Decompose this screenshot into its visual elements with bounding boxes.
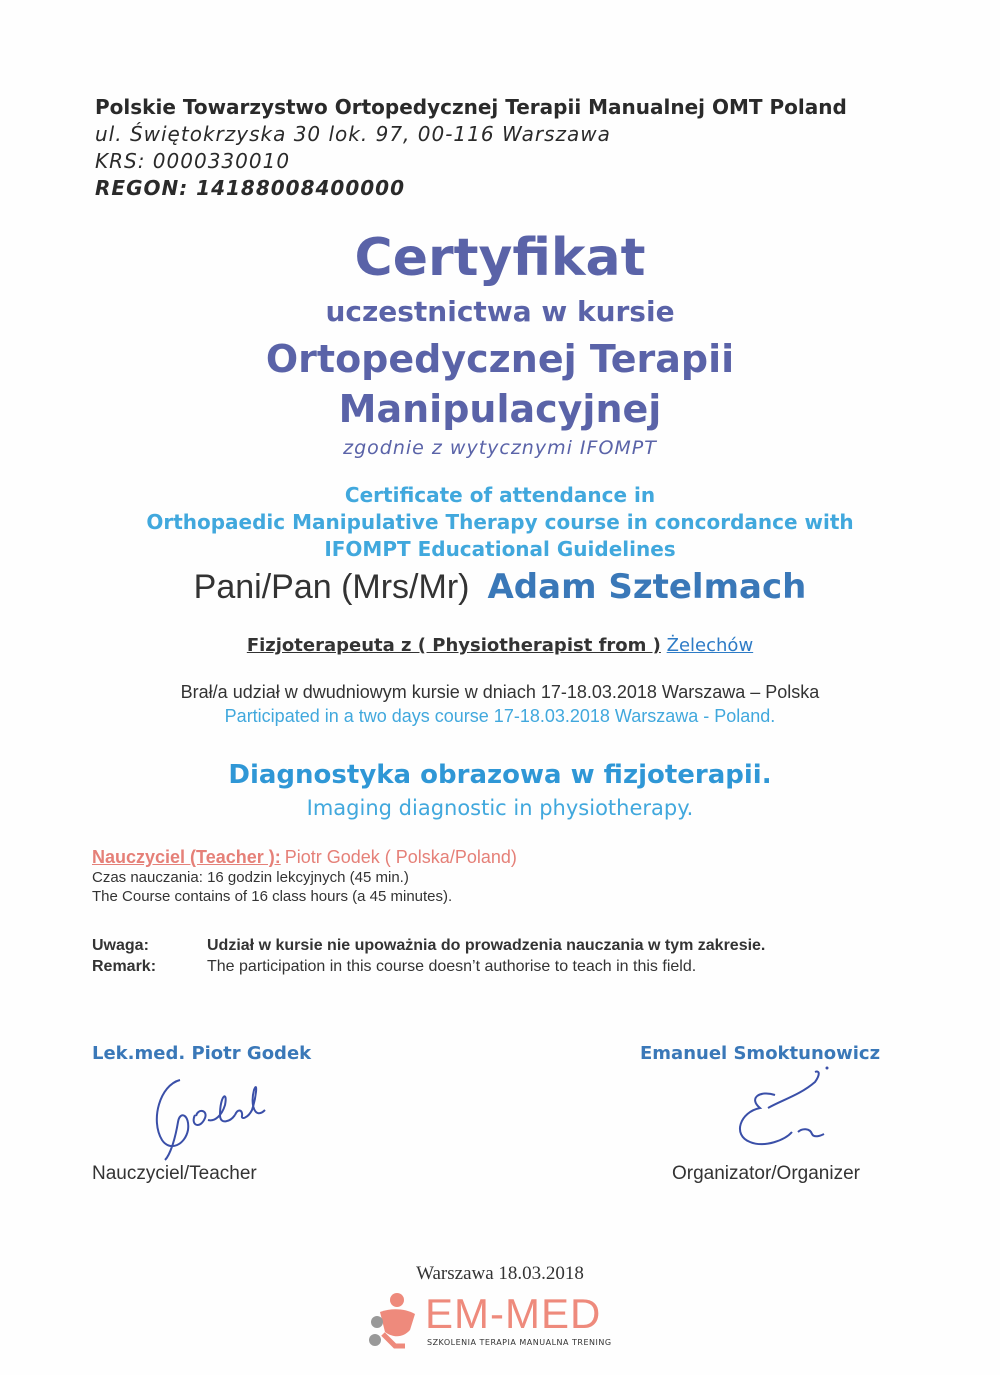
- remark-label-pl: Uwaga:: [92, 937, 149, 954]
- issue-date: Warszawa 18.03.2018: [416, 1263, 584, 1284]
- course-name-pl: Diagnostyka obrazowa w fizjoterapii.: [228, 760, 772, 790]
- organization-name: Polskie Towarzystwo Ortopedycznej Terapii Manualnej OMT Poland: [95, 95, 847, 119]
- logo-brand: EM-MED: [425, 1290, 602, 1337]
- regon-number: REGON: 14188008400000: [95, 176, 406, 200]
- recipient-name: Adam Sztelmach: [487, 567, 807, 607]
- em-med-logo: [365, 1288, 625, 1358]
- right-signature-icon: [720, 1060, 840, 1160]
- english-title: [0, 482, 1000, 563]
- hours-pl: Czas nauczania: 16 godzin lekcyjnych (45 min.): [92, 869, 409, 886]
- recipient-city: Żelechów: [666, 635, 754, 656]
- right-signer-role: Organizator/Organizer: [672, 1163, 860, 1184]
- krs-number: KRS: 0000330010: [95, 149, 291, 173]
- teacher-label: Nauczyciel (Teacher ):: [92, 847, 281, 867]
- title-line3: Manipulacyjnej: [338, 387, 662, 431]
- guidelines-note: zgodnie z wytycznymi IFOMPT: [343, 437, 657, 459]
- logo-tagline: SZKOLENIA TERAPIA MANUALNA TRENING: [427, 1338, 612, 1347]
- left-signer-name: Lek.med. Piotr Godek: [92, 1043, 312, 1064]
- teacher-name: Piotr Godek ( Polska/Poland): [284, 847, 517, 867]
- english-title-line2: Orthopaedic Manipulative Therapy course in concordance with: [146, 510, 854, 534]
- title-line2: Ortopedycznej Terapii: [265, 337, 735, 381]
- certificate-title: Certyfikat: [354, 228, 646, 288]
- organization-address: ul. Świętokrzyska 30 lok. 97, 00-116 Warszawa: [95, 122, 611, 146]
- logo-figure-icon: [365, 1290, 425, 1350]
- profession-row: [0, 635, 1000, 656]
- title-line1: uczestnictwa w kursie: [325, 295, 675, 328]
- teacher-block: [92, 847, 517, 906]
- participation-block: [0, 680, 1000, 728]
- remark-block: [92, 935, 765, 977]
- remark-label-en: Remark:: [92, 958, 157, 975]
- hours-en: The Course contains of 16 class hours (a 45 minutes).: [92, 888, 453, 905]
- left-signer-role: Nauczyciel/Teacher: [92, 1163, 257, 1184]
- english-title-line3: IFOMPT Educational Guidelines: [324, 537, 676, 561]
- participation-pl: Brał/a udział w dwudniowym kursie w dniach 17-18.03.2018 Warszawa – Polska: [180, 682, 820, 702]
- profession-label: Fizjoterapeuta z ( Physiotherapist from ): [246, 635, 661, 656]
- header-block: [95, 94, 847, 202]
- right-signer-name: Emanuel Smoktunowicz: [640, 1043, 881, 1064]
- remark-text-pl: Udział w kursie nie upoważnia do prowadzenia nauczania w tym zakresie.: [207, 937, 766, 954]
- course-name-en: Imaging diagnostic in physiotherapy.: [306, 796, 694, 820]
- remark-text-en: The participation in this course doesn’t authorise to teach in this field.: [207, 958, 697, 975]
- english-title-line1: Certificate of attendance in: [344, 483, 656, 507]
- title-lines: [0, 334, 1000, 434]
- recipient-row: [0, 567, 1000, 607]
- left-signature-icon: [140, 1060, 290, 1165]
- recipient-prefix: Pani/Pan (Mrs/Mr): [193, 568, 470, 606]
- participation-en: Participated in a two days course 17-18.03.2018 Warszawa - Poland.: [224, 706, 776, 726]
